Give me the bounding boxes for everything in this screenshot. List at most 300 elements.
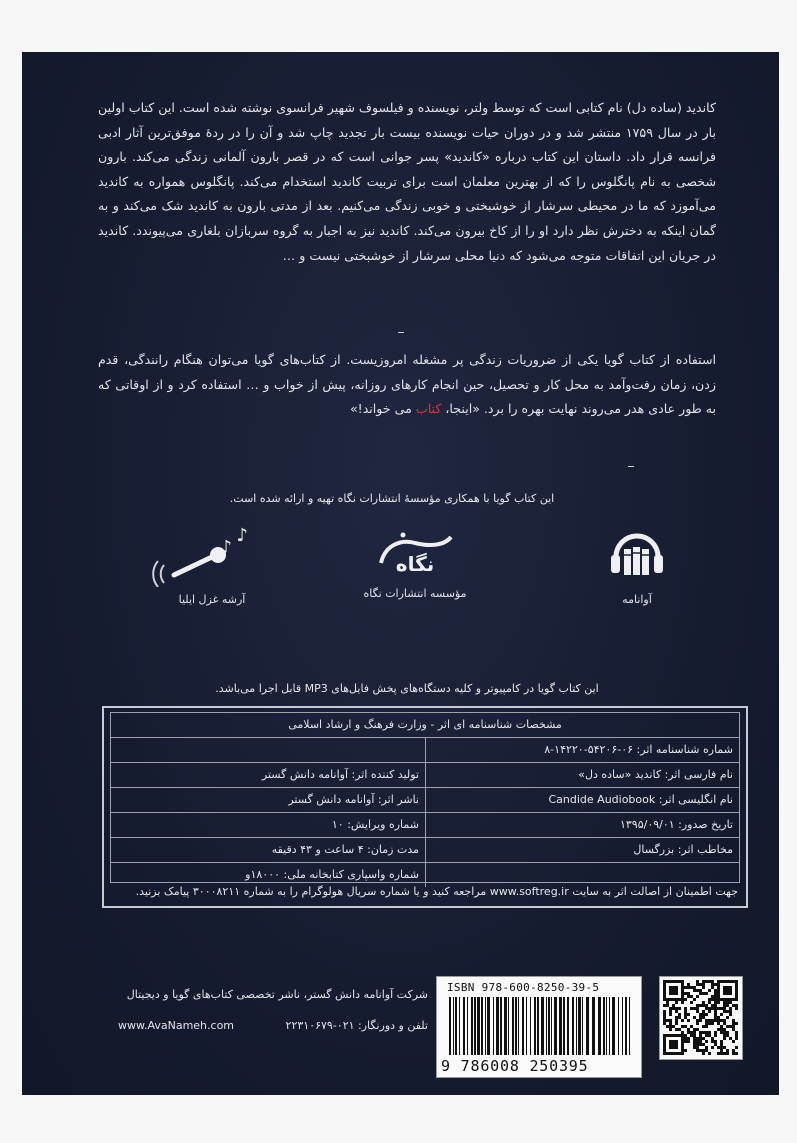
qr-module [675, 1046, 678, 1049]
qr-module [723, 1001, 726, 1004]
qr-module [678, 1034, 681, 1037]
qr-module [663, 1034, 666, 1037]
barcode-bar [534, 997, 536, 1055]
qr-module [732, 1025, 735, 1028]
qr-module [681, 1025, 684, 1028]
qr-module [729, 1010, 732, 1013]
qr-module [732, 998, 735, 1001]
qr-module [675, 1007, 678, 1010]
qr-module [687, 1040, 690, 1043]
qr-module [693, 989, 696, 992]
qr-module [732, 980, 735, 983]
qr-module [699, 1043, 702, 1046]
barcode-bar [606, 997, 607, 1055]
qr-module [663, 992, 666, 995]
qr-module [735, 995, 738, 998]
qr-module [669, 1043, 672, 1046]
qr-module [699, 983, 702, 986]
qr-module [714, 1043, 717, 1046]
qr-module [696, 1046, 699, 1049]
qr-module [720, 998, 723, 1001]
qr-module [675, 1016, 678, 1019]
qr-module [666, 1052, 669, 1055]
qr-module [702, 992, 705, 995]
barcode-bar [477, 997, 480, 1055]
barcode-bar [500, 997, 502, 1055]
qr-module [693, 1028, 696, 1031]
qr-module [684, 986, 687, 989]
qr-module [702, 983, 705, 986]
qr-module [711, 1046, 714, 1049]
barcode-bar [449, 997, 451, 1055]
qr-module [672, 1040, 675, 1043]
qr-module [696, 1010, 699, 1013]
qr-module [672, 998, 675, 1001]
qr-module [708, 989, 711, 992]
qr-module [735, 998, 738, 1001]
qr-module [717, 1046, 720, 1049]
qr-module [681, 989, 684, 992]
qr-module [696, 1007, 699, 1010]
qr-module [705, 1007, 708, 1010]
qr-module [708, 1007, 711, 1010]
barcode-bar [530, 997, 531, 1055]
qr-module [681, 1037, 684, 1040]
qr-module [675, 1028, 678, 1031]
info-table [102, 706, 748, 908]
qr-module [693, 1046, 696, 1049]
qr-module [717, 1022, 720, 1025]
publisher-line: شرکت آوانامه دانش گستر، ناشر تخصصی کتاب‌های گویا و دیجیتال [126, 988, 428, 1001]
qr-module [666, 998, 669, 1001]
qr-module [708, 980, 711, 983]
qr-module [726, 1025, 729, 1028]
table-cell: شماره ویرایش: ۱۰ [331, 818, 419, 831]
qr-module [681, 998, 684, 1001]
qr-module [669, 1034, 672, 1037]
qr-module [684, 1016, 687, 1019]
qr-module [675, 1052, 678, 1055]
qr-module [699, 1031, 702, 1034]
qr-module [675, 989, 678, 992]
qr-module [666, 1001, 669, 1004]
qr-module [723, 986, 726, 989]
qr-module [705, 992, 708, 995]
qr-module [723, 1037, 726, 1040]
table-row [111, 788, 739, 813]
qr-module [726, 1049, 729, 1052]
qr-module [666, 1025, 669, 1028]
qr-module [714, 1001, 717, 1004]
qr-module [687, 986, 690, 989]
qr-module [705, 1040, 708, 1043]
qr-module [723, 989, 726, 992]
qr-module [663, 989, 666, 992]
qr-module [720, 1019, 723, 1022]
qr-module [678, 1028, 681, 1031]
qr-module [672, 980, 675, 983]
publisher-info [118, 988, 428, 1032]
audiobook-paragraph-end: می خواند!» [349, 401, 416, 417]
qr-module [723, 998, 726, 1001]
qr-module [714, 998, 717, 1001]
publisher-website: www.AvaNameh.com [118, 1019, 235, 1032]
qr-module [696, 1022, 699, 1025]
qr-module [714, 1019, 717, 1022]
qr-module [705, 1049, 708, 1052]
table-row [111, 863, 739, 887]
qr-module [732, 1022, 735, 1025]
qr-module [705, 1022, 708, 1025]
qr-module [717, 1019, 720, 1022]
qr-module [735, 1046, 738, 1049]
table-cell: شماره واسپاری کتابخانه ملی: ۱۸۰۰۰و [245, 868, 419, 881]
accent-word: کتاب [415, 401, 442, 417]
barcode-bar [576, 997, 577, 1055]
qr-module [714, 1031, 717, 1034]
qr-module [732, 1028, 735, 1031]
barcode-bar [603, 997, 605, 1055]
qr-module [723, 1034, 726, 1037]
qr-module [702, 1001, 705, 1004]
qr-module [690, 1001, 693, 1004]
qr-module [702, 1052, 705, 1055]
qr-module [702, 1016, 705, 1019]
qr-module [714, 1034, 717, 1037]
qr-module [723, 1007, 726, 1010]
qr-module [696, 989, 699, 992]
qr-module [735, 992, 738, 995]
qr-module [690, 1007, 693, 1010]
table-cell: ناشر اثر: آوانامه دانش گستر [288, 793, 419, 806]
qr-module [711, 995, 714, 998]
qr-module [711, 983, 714, 986]
qr-module [684, 1049, 687, 1052]
qr-module [720, 1031, 723, 1034]
qr-module [663, 1022, 666, 1025]
qr-module [735, 1007, 738, 1010]
qr-module [729, 980, 732, 983]
qr-module [684, 1034, 687, 1037]
barcode-bar [471, 997, 473, 1055]
barcode-bar [487, 997, 490, 1055]
qr-module [690, 995, 693, 998]
barcode-bar [496, 997, 499, 1055]
mp3-note: این کتاب گویا در کامپیوتر و کلیه دستگاه‌های پخش فایل‌های MP3 قابل اجرا می‌باشد. [215, 682, 599, 695]
qr-module [723, 1031, 726, 1034]
barcode-bar [453, 997, 454, 1055]
qr-module [699, 989, 702, 992]
qr-module [732, 1019, 735, 1022]
table-cell: نام فارسی اثر: کاندید «ساده دل» [425, 763, 739, 787]
qr-module [678, 998, 681, 1001]
qr-module [672, 992, 675, 995]
qr-module [723, 980, 726, 983]
qr-module [684, 1040, 687, 1043]
qr-module [720, 980, 723, 983]
qr-module [717, 995, 720, 998]
qr-module [717, 1016, 720, 1019]
qr-module [702, 1049, 705, 1052]
qr-module [705, 1031, 708, 1034]
qr-module [708, 1019, 711, 1022]
qr-module [723, 1028, 726, 1031]
qr-module [690, 986, 693, 989]
qr-module [726, 1001, 729, 1004]
qr-module [672, 989, 675, 992]
qr-module [717, 1007, 720, 1010]
qr-module [669, 1025, 672, 1028]
qr-module [726, 989, 729, 992]
qr-module [696, 1049, 699, 1052]
qr-module [732, 1049, 735, 1052]
cooperation-note: این کتاب گویا با همکاری مؤسسهٔ انتشارات نگاه تهیه و ارائه شده است. [229, 492, 555, 505]
negah-wordmark-icon [375, 527, 455, 581]
qr-module [681, 983, 684, 986]
qr-module [720, 1046, 723, 1049]
qr-module [672, 986, 675, 989]
qr-module [720, 1040, 723, 1043]
qr-module [702, 986, 705, 989]
qr-module [696, 1004, 699, 1007]
table-row [111, 838, 739, 863]
qr-module [696, 1040, 699, 1043]
isbn-text: ISBN 978-600-8250-39-5 [447, 981, 600, 994]
qr-module [684, 1037, 687, 1040]
qr-module [711, 998, 714, 1001]
qr-module [681, 992, 684, 995]
barcode-bar [463, 997, 465, 1055]
isbn-barcode [436, 976, 642, 1078]
qr-module [663, 986, 666, 989]
qr-module [699, 1037, 702, 1040]
qr-module [678, 1052, 681, 1055]
qr-module [669, 992, 672, 995]
publisher-phone: تلفن و دورنگار: ۰۲۱-۲۲۳۱۰۶۷۹ [285, 1019, 428, 1032]
table-cell: شماره شناسنامه اثر: ۰۶-۵۴۲۰۶-۱۴۲۲۰-۸ [425, 738, 739, 762]
qr-module [678, 1013, 681, 1016]
qr-module [699, 992, 702, 995]
table-cell: تولید کننده اثر: آوانامه دانش گستر [261, 768, 419, 781]
qr-module [726, 992, 729, 995]
qr-module [681, 1043, 684, 1046]
qr-module [663, 1004, 666, 1007]
qr-module [696, 983, 699, 986]
qr-module [690, 1031, 693, 1034]
qr-module [687, 1037, 690, 1040]
audiobook-paragraph-text: استفاده از کتاب گویا یکی از ضروریات زندگی پر مشغله امروزیست. از کتاب‌های گویا می‌توان هنگام رانندگی، قدم زدن، زمان رفت‌وآمد به محل کار و تحصیل، حین انجام کارهای روزانه، پیش از خواب و … استفاده کرد و از اوقاتی که به طور عادی هدر می‌روند نهایت بهره را برد. «اینجا، [98, 352, 716, 417]
qr-module [666, 1019, 669, 1022]
qr-module [684, 1007, 687, 1010]
qr-module [681, 1046, 684, 1049]
qr-module [708, 1010, 711, 1013]
qr-module [681, 1034, 684, 1037]
authenticity-note: جهت اطمینان از اصالت اثر به سایت www.softreg.ir مراجعه کنید و یا شماره سریال هولوگرام را به شماره ۳۰۰۰۸۲۱۱ پیامک بزنید. [135, 885, 738, 898]
qr-module [675, 1010, 678, 1013]
qr-module [729, 1013, 732, 1016]
qr-module [696, 980, 699, 983]
qr-module [672, 1046, 675, 1049]
qr-module [672, 1007, 675, 1010]
qr-module [681, 1031, 684, 1034]
qr-module [714, 1016, 717, 1019]
qr-module [663, 995, 666, 998]
barcode-bar [563, 997, 565, 1055]
qr-module [681, 1052, 684, 1055]
qr-module [717, 992, 720, 995]
barcode-bar [629, 997, 630, 1055]
qr-module [663, 998, 666, 1001]
qr-module [735, 1022, 738, 1025]
qr-module [708, 998, 711, 1001]
qr-module [693, 1040, 696, 1043]
qr-module [696, 995, 699, 998]
qr-module [693, 1037, 696, 1040]
qr-module [723, 992, 726, 995]
qr-module [735, 1052, 738, 1055]
qr-module [696, 1019, 699, 1022]
audiobook-paragraph [98, 348, 716, 422]
qr-module [726, 1034, 729, 1037]
qr-module [675, 1040, 678, 1043]
qr-module [702, 1031, 705, 1034]
barcode-bar [598, 997, 601, 1055]
qr-module [672, 1004, 675, 1007]
qr-module [735, 983, 738, 986]
qr-module [663, 983, 666, 986]
qr-module [726, 1052, 729, 1055]
barcode-bar [481, 997, 483, 1055]
qr-module [663, 1016, 666, 1019]
barcode-bar [508, 997, 509, 1055]
qr-module [675, 1019, 678, 1022]
qr-module [726, 986, 729, 989]
qr-module [714, 995, 717, 998]
qr-module [729, 1025, 732, 1028]
qr-module [669, 1007, 672, 1010]
barcode-bar [537, 997, 539, 1055]
qr-module [702, 1025, 705, 1028]
qr-module [735, 1037, 738, 1040]
barcode-bars [447, 997, 635, 1055]
qr-module [699, 1034, 702, 1037]
qr-module [705, 1034, 708, 1037]
qr-module [711, 1040, 714, 1043]
qr-module [693, 1043, 696, 1046]
qr-module [669, 1028, 672, 1031]
qr-module [717, 1052, 720, 1055]
qr-module [723, 1052, 726, 1055]
qr-module [687, 992, 690, 995]
qr-module [675, 1001, 678, 1004]
qr-module [702, 980, 705, 983]
qr-module [714, 989, 717, 992]
barcode-bar [512, 997, 514, 1055]
barcode-bar [625, 997, 627, 1055]
qr-module [687, 1013, 690, 1016]
qr-module [672, 1043, 675, 1046]
barcode-bar [582, 997, 583, 1055]
qr-module [705, 1019, 708, 1022]
qr-module [714, 1040, 717, 1043]
barcode-bar [546, 997, 547, 1055]
qr-module [678, 1016, 681, 1019]
qr-module [690, 1034, 693, 1037]
qr-module [705, 1025, 708, 1028]
qr-module [675, 1022, 678, 1025]
qr-module [720, 1043, 723, 1046]
svg-text:♪: ♪ [220, 537, 232, 558]
qr-module [663, 1046, 666, 1049]
barcode-bar [459, 997, 460, 1055]
barcode-bar [586, 997, 589, 1055]
qr-module [729, 986, 732, 989]
qr-module [723, 1010, 726, 1013]
qr-module [699, 1019, 702, 1022]
barcode-bar [526, 997, 527, 1055]
qr-module [672, 1052, 675, 1055]
qr-module [729, 989, 732, 992]
qr-module [732, 1004, 735, 1007]
qr-module [717, 1001, 720, 1004]
barcode-bar [485, 997, 486, 1055]
qr-module [717, 989, 720, 992]
barcode-bar [551, 997, 552, 1055]
qr-module [690, 1025, 693, 1028]
svg-text:♪: ♪ [236, 527, 248, 546]
qr-module [687, 1031, 690, 1034]
qr-module [711, 1022, 714, 1025]
qr-module [717, 1028, 720, 1031]
qr-module [681, 1001, 684, 1004]
barcode-bar [554, 997, 557, 1055]
table-cell [425, 863, 739, 887]
table-row [111, 763, 739, 788]
qr-module [711, 1004, 714, 1007]
barcode-bar [455, 997, 457, 1055]
qr-module [663, 980, 666, 983]
table-cell: نام انگلیسی اثر: Candide Audiobook [425, 788, 739, 812]
qr-module [678, 1007, 681, 1010]
negah-label: مؤسسه انتشارات نگاه [363, 587, 467, 600]
qr-module [669, 1013, 672, 1016]
barcode-bar [522, 997, 524, 1055]
qr-module [663, 1019, 666, 1022]
qr-module [669, 1022, 672, 1025]
qr-module [693, 1016, 696, 1019]
qr-module [684, 1025, 687, 1028]
qr-module [681, 1019, 684, 1022]
qr-module [735, 986, 738, 989]
qr-module [693, 986, 696, 989]
qr-module [702, 1004, 705, 1007]
qr-code-icon [660, 977, 742, 1059]
headphones-books-icon [608, 527, 666, 587]
qr-module [711, 1007, 714, 1010]
info-table-grid [110, 712, 740, 883]
qr-module [729, 998, 732, 1001]
qr-module [669, 1040, 672, 1043]
qr-module [702, 1010, 705, 1013]
qr-module [663, 1010, 666, 1013]
negah-mark-text: نگاه [395, 552, 435, 576]
qr-module [669, 986, 672, 989]
qr-module [699, 1004, 702, 1007]
qr-module [675, 1043, 678, 1046]
barcode-bar [572, 997, 574, 1055]
qr-module [729, 1007, 732, 1010]
qr-module [714, 983, 717, 986]
